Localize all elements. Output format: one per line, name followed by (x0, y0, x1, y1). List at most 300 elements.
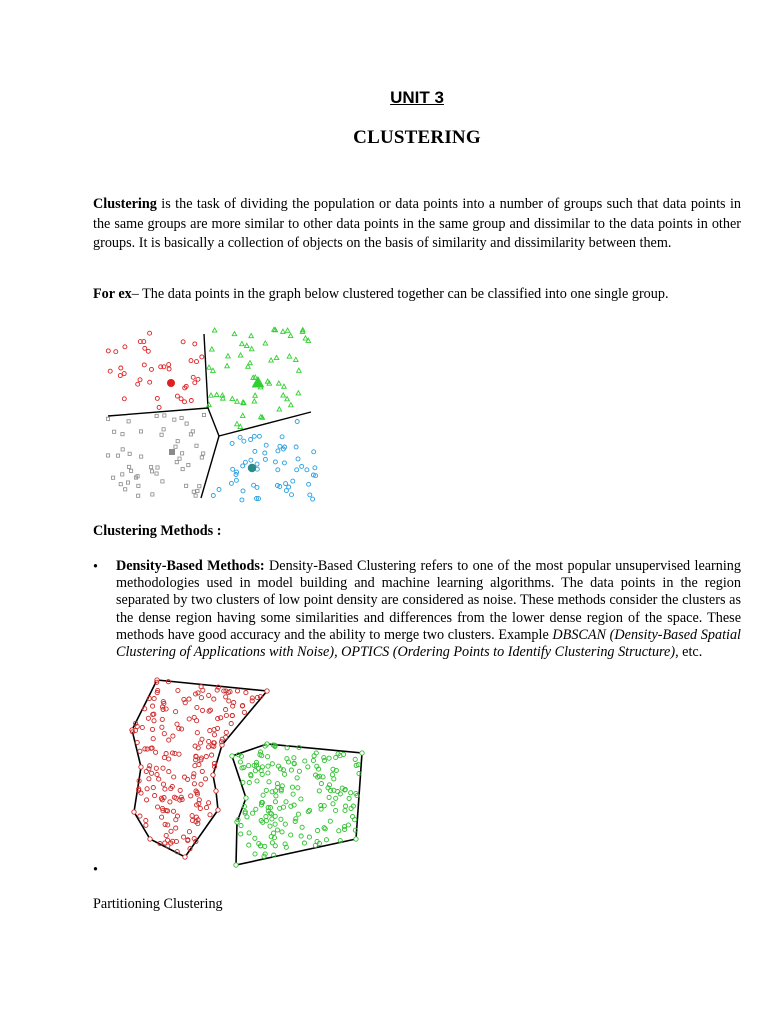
green-point (297, 769, 301, 773)
gray-point (112, 476, 115, 479)
blue-point (300, 464, 304, 468)
red-point (180, 727, 184, 731)
red-point (151, 737, 155, 741)
green-point (327, 795, 331, 799)
green-point (266, 764, 270, 768)
red-point (172, 775, 176, 779)
red-point (183, 855, 187, 859)
blue-point (234, 473, 238, 477)
gray-point (196, 489, 199, 492)
red-point (122, 372, 126, 376)
red-point (224, 713, 228, 717)
partition-line (208, 408, 219, 436)
red-point (193, 381, 197, 385)
green-point (254, 807, 258, 811)
green-point (360, 751, 364, 755)
gray-point (185, 422, 188, 425)
blue-point (282, 461, 286, 465)
gray-point (160, 433, 163, 436)
green-point (207, 365, 212, 369)
blue-point (253, 449, 257, 453)
red-point (145, 798, 149, 802)
gray-point (180, 452, 183, 455)
cluster-points (106, 327, 317, 502)
green-point (334, 808, 338, 812)
gray-point (202, 413, 205, 416)
red-point (177, 752, 181, 756)
red-point (167, 738, 171, 742)
green-point (261, 793, 265, 797)
red-point (187, 830, 191, 834)
page-title (0, 127, 768, 149)
red-point (123, 345, 127, 349)
green-point (288, 333, 293, 337)
green-point (354, 837, 358, 841)
green-point (322, 826, 326, 830)
red-point (195, 719, 199, 723)
red-cluster-hull (132, 680, 267, 857)
green-point (240, 413, 245, 417)
blue-point (252, 434, 256, 438)
red-point (147, 777, 151, 781)
gray-point (127, 420, 130, 423)
red-point (175, 722, 179, 726)
gray-centroid (169, 449, 175, 455)
red-point (122, 397, 126, 401)
green-point (269, 358, 274, 362)
methods-heading: Clustering Methods : (93, 523, 222, 539)
gray-point (200, 456, 203, 459)
red-point (164, 707, 168, 711)
red-point (175, 394, 179, 398)
red-point (143, 346, 147, 350)
green-point (328, 819, 332, 823)
red-point (187, 717, 191, 721)
gray-point (180, 416, 183, 419)
density-cluster-figure (126, 676, 370, 870)
red-point (132, 810, 136, 814)
gray-point (155, 414, 158, 417)
green-point (291, 792, 295, 796)
red-point (167, 367, 171, 371)
red-point (153, 794, 157, 798)
green-point (338, 792, 342, 796)
green-point (285, 328, 290, 332)
gray-point (119, 483, 122, 486)
green-point (266, 755, 270, 759)
red-point (242, 710, 246, 714)
green-point (283, 822, 287, 826)
green-cluster-hull (232, 744, 362, 865)
red-point (190, 814, 194, 818)
density-points (130, 678, 364, 867)
green-point (235, 422, 240, 426)
gray-point (185, 484, 188, 487)
blue-point (284, 482, 288, 486)
green-point (238, 353, 243, 357)
green-point (270, 762, 274, 766)
unit-heading (0, 88, 768, 108)
gray-point (124, 488, 127, 491)
red-point (154, 766, 158, 770)
red-point (183, 400, 187, 404)
red-point (106, 349, 110, 353)
green-point (349, 791, 353, 795)
density-methods-name: Density-Based Methods: (116, 558, 265, 574)
green-point (311, 758, 315, 762)
gray-point (202, 452, 205, 455)
green-point (316, 829, 320, 833)
gray-point (161, 480, 164, 483)
green-point (265, 379, 270, 383)
blue-point (313, 466, 317, 470)
gray-point (121, 433, 124, 436)
red-point (108, 369, 112, 373)
green-point (327, 756, 331, 760)
green-point (300, 825, 304, 829)
gray-point (128, 452, 131, 455)
title-text: CLUSTERING (353, 127, 481, 148)
red-point (161, 782, 165, 786)
red-point (146, 716, 150, 720)
red-point (139, 765, 143, 769)
red-point (145, 787, 149, 791)
red-point (138, 378, 142, 382)
example-text: – The data points in the graph below clustered together can be classified into one single group. (131, 286, 669, 302)
green-centroid (253, 377, 264, 387)
red-point (168, 800, 172, 804)
red-point (164, 833, 168, 837)
blue-point (241, 489, 245, 493)
green-point (303, 759, 307, 763)
blue-point (290, 493, 294, 497)
green-point (212, 328, 217, 332)
red-point (200, 708, 204, 712)
green-point (214, 392, 219, 396)
red-point (167, 363, 171, 367)
green-point (260, 765, 264, 769)
blue-point (211, 494, 215, 498)
red-point (207, 709, 211, 713)
red-point (118, 374, 122, 378)
red-point (235, 689, 239, 693)
gray-point (194, 494, 197, 497)
blue-point (249, 458, 253, 462)
partitioning-clustering-label: Partitioning Clustering (93, 896, 223, 912)
red-point (186, 777, 190, 781)
blue-point (294, 445, 298, 449)
gray-point (106, 454, 109, 457)
red-point (189, 399, 193, 403)
green-point (253, 852, 257, 856)
red-point (204, 806, 208, 810)
red-point (144, 823, 148, 827)
green-point (272, 831, 276, 835)
blue-point (295, 468, 299, 472)
red-point (203, 777, 207, 781)
red-point (192, 782, 196, 786)
green-point (331, 802, 335, 806)
green-point (273, 800, 277, 804)
blue-point (241, 464, 245, 468)
green-point (210, 347, 215, 351)
gray-point (195, 444, 198, 447)
green-point (351, 815, 355, 819)
red-point (196, 377, 200, 381)
green-point (289, 768, 293, 772)
green-point (296, 812, 300, 816)
density-methods-tail: , etc. (675, 644, 703, 661)
red-point (151, 786, 155, 790)
red-point (208, 729, 212, 733)
green-point (317, 789, 321, 793)
red-point (179, 397, 183, 401)
red-point (230, 714, 234, 718)
green-point (297, 368, 302, 372)
green-point (280, 830, 284, 834)
green-point (303, 336, 308, 340)
green-point (330, 773, 334, 777)
green-point (334, 796, 338, 800)
red-point (155, 772, 159, 776)
red-point (211, 773, 215, 777)
empty-bullet-marker: • (93, 862, 98, 878)
green-point (247, 764, 251, 768)
red-centroid (167, 379, 175, 387)
green-point (247, 781, 251, 785)
red-point (216, 808, 220, 812)
green-point (294, 357, 299, 361)
blue-point (234, 478, 238, 482)
red-point (224, 730, 228, 734)
red-point (167, 770, 171, 774)
gray-point (129, 469, 132, 472)
red-point (169, 829, 173, 833)
green-point (268, 824, 272, 828)
green-point (249, 334, 254, 338)
gray-point (173, 418, 176, 421)
example-label: For ex (93, 286, 132, 302)
green-point (278, 806, 282, 810)
red-point (200, 355, 204, 359)
gray-point (137, 494, 140, 497)
green-point (287, 354, 292, 358)
red-point (229, 722, 233, 726)
gray-point (126, 481, 129, 484)
green-point (292, 756, 296, 760)
green-point (275, 828, 279, 832)
green-point (336, 790, 340, 794)
gray-point (174, 445, 177, 448)
green-point (277, 381, 282, 385)
red-point (150, 771, 154, 775)
green-point (247, 843, 251, 847)
blue-point (291, 479, 295, 483)
red-point (214, 789, 218, 793)
red-point (154, 750, 158, 754)
red-point (167, 757, 171, 761)
green-point (266, 771, 270, 775)
gray-point (163, 414, 166, 417)
voronoi-cluster-figure (104, 324, 322, 506)
red-point (138, 749, 142, 753)
red-point (187, 697, 191, 701)
red-point (181, 340, 185, 344)
green-point (281, 329, 286, 333)
blue-point (308, 493, 312, 497)
blue-point (273, 460, 277, 464)
green-point (295, 776, 299, 780)
red-point (146, 349, 150, 353)
green-point (230, 396, 235, 400)
blue-point (312, 450, 316, 454)
red-point (136, 382, 140, 386)
red-point (162, 732, 166, 736)
blue-point (295, 420, 299, 424)
green-point (253, 836, 257, 840)
blue-point (296, 457, 300, 461)
green-point (284, 800, 288, 804)
green-point (299, 797, 303, 801)
green-point (299, 834, 303, 838)
red-point (160, 717, 164, 721)
partition-line (219, 412, 311, 436)
green-point (239, 824, 243, 828)
blue-point (276, 468, 280, 472)
gray-point (113, 430, 116, 433)
gray-point (156, 466, 159, 469)
red-point (197, 763, 201, 767)
green-point (296, 786, 300, 790)
red-point (166, 823, 170, 827)
red-point (156, 805, 160, 809)
green-point (274, 355, 279, 359)
red-point (148, 837, 152, 841)
red-point (200, 737, 204, 741)
green-point (296, 391, 301, 395)
red-point (207, 739, 211, 743)
gray-point (121, 473, 124, 476)
blue-point (287, 485, 291, 489)
blue-point (242, 439, 246, 443)
red-point (152, 719, 156, 723)
red-point (200, 769, 204, 773)
blue-point (243, 460, 247, 464)
blue-point (264, 443, 268, 447)
red-point (189, 794, 193, 798)
green-point (322, 756, 326, 760)
blue-point (307, 482, 311, 486)
intro-paragraph (93, 195, 741, 254)
unit-label: UNIT 3 (390, 88, 444, 107)
partition-lines (108, 334, 311, 498)
green-point (283, 772, 287, 776)
red-point (204, 755, 208, 759)
red-point (119, 366, 123, 370)
density-methods-item (116, 558, 741, 661)
blue-point (230, 441, 234, 445)
blue-point (276, 449, 280, 453)
red-point (157, 777, 161, 781)
green-point (209, 393, 214, 397)
red-point (161, 766, 165, 770)
gray-point (128, 465, 131, 468)
green-point (306, 765, 310, 769)
green-point (279, 817, 283, 821)
intro-text: is the task of dividing the population or data points into a number of groups such that data points in the same groups are more similar to other data points in the same group and dissimilar to the data points in other groups. It is basically a collection of objects on the basis of similarity and dissimilarity between them. (93, 196, 741, 252)
green-point (239, 832, 243, 836)
blue-point (305, 468, 309, 472)
gray-point (137, 484, 140, 487)
green-point (353, 757, 357, 761)
red-point (201, 688, 205, 692)
gray-point (187, 463, 190, 466)
green-point (263, 844, 267, 848)
blue-point (278, 444, 282, 448)
red-point (195, 731, 199, 735)
red-point (199, 782, 203, 786)
red-point (144, 818, 148, 822)
green-point (255, 779, 259, 783)
red-point (151, 704, 155, 708)
intro-term: Clustering (93, 196, 157, 212)
partition-line (204, 334, 208, 408)
green-point (344, 804, 348, 808)
green-point (264, 788, 268, 792)
red-point (207, 801, 211, 805)
green-point (307, 835, 311, 839)
red-point (191, 375, 195, 379)
green-point (282, 384, 287, 388)
red-point (193, 342, 197, 346)
gray-point (176, 440, 179, 443)
example-paragraph (93, 285, 741, 305)
red-point (171, 809, 175, 813)
density-methods-text: Density-Based Clustering refers to one of the most popular unsupervised learning methodologies used in model building and machine learning algorithms. The data points in the region separated by two clusters of low point density are considered as noise. These methods consider the clusters as the dense region having some similarities and differences from the lower dense region of the space. These methods have good accuracy and the ability to merge two clusters. Example (116, 558, 741, 643)
green-point (337, 829, 341, 833)
blue-point (280, 435, 284, 439)
green-point (346, 823, 350, 827)
green-point (244, 343, 249, 347)
example-separator: , (334, 644, 342, 661)
red-point (207, 693, 211, 697)
red-point (193, 764, 197, 768)
green-point (226, 354, 231, 358)
green-point (248, 361, 253, 365)
green-point (294, 817, 298, 821)
red-point (138, 814, 142, 818)
red-point (191, 775, 195, 779)
green-point (273, 822, 277, 826)
red-point (150, 727, 154, 731)
green-point (251, 811, 255, 815)
red-point (199, 696, 203, 700)
blue-point (255, 462, 259, 466)
red-point (189, 359, 193, 363)
blue-point (263, 457, 267, 461)
gray-point (155, 472, 158, 475)
green-point (314, 751, 318, 755)
blue-point (311, 497, 315, 501)
partition-line (201, 436, 219, 498)
green-point (274, 794, 278, 798)
green-point (289, 403, 294, 407)
red-point (195, 360, 199, 364)
green-point (240, 341, 245, 345)
red-point (198, 806, 202, 810)
red-point (160, 815, 164, 819)
blue-point (229, 481, 233, 485)
